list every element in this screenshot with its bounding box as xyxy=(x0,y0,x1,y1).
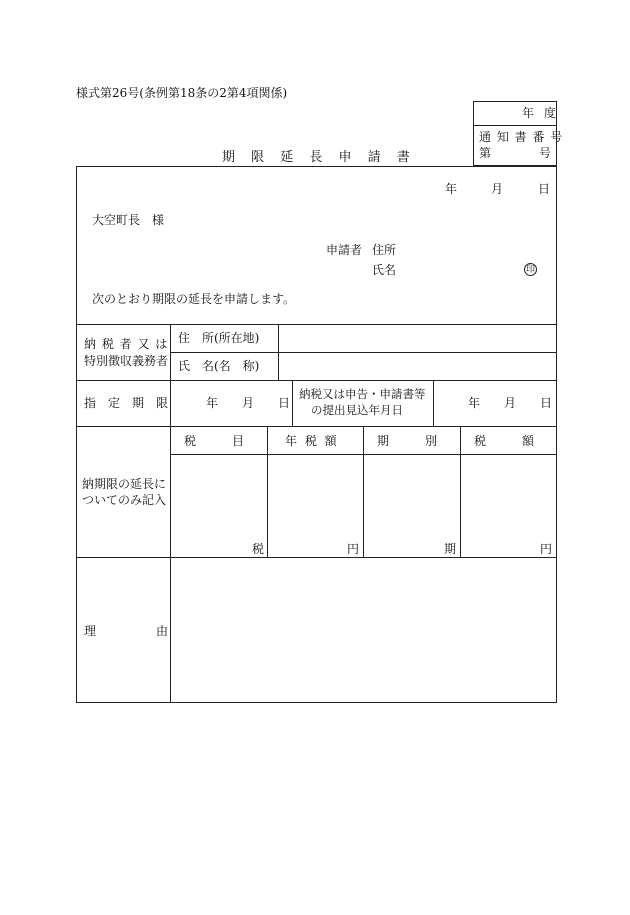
submission-day: 日 xyxy=(540,396,553,410)
submission-label-line1: 納税又は申告・申請書等 xyxy=(299,387,426,401)
submission-label-line2: の提出見込年月日 xyxy=(311,403,403,417)
taxpayer-label-line1: 納 税 者 又 は xyxy=(84,337,169,351)
col-tax-item: 税 目 xyxy=(184,434,245,448)
date-day: 日 xyxy=(538,182,551,196)
col-period: 期 別 xyxy=(377,434,438,448)
date-year: 年 xyxy=(445,182,458,196)
col-tax-amount: 税 額 xyxy=(474,434,535,448)
notice-number-label: 通 知 書 番 号 xyxy=(479,130,564,144)
taxpayer-address-label: 住 所(所在地) xyxy=(178,331,260,345)
addressee: 大空町長 様 xyxy=(92,213,165,227)
form-number: 様式第26号(条例第18条の2第4項関係) xyxy=(76,86,288,100)
notice-go: 号 xyxy=(539,146,552,160)
taxpayer-address-field[interactable] xyxy=(279,325,556,352)
date-month: 月 xyxy=(491,182,504,196)
unit-yen: 円 xyxy=(347,542,360,556)
col-annual-tax: 年 税 額 xyxy=(285,434,339,448)
deadline-label: 指 定 期 限 xyxy=(84,396,169,410)
submission-year: 年 xyxy=(468,396,481,410)
taxpayer-name-field[interactable] xyxy=(279,353,556,380)
extension-label-line2: ついてのみ記入 xyxy=(82,493,167,507)
reason-label-left: 理 xyxy=(84,624,97,638)
deadline-day: 日 xyxy=(278,396,291,410)
submission-month: 月 xyxy=(504,396,517,410)
seal-mark: 印 xyxy=(525,265,535,275)
applicant-name-label: 氏名 xyxy=(372,263,397,277)
deadline-month: 月 xyxy=(242,396,255,410)
fiscal-year-label: 年 度 xyxy=(522,106,559,120)
unit-tax: 税 xyxy=(252,542,265,556)
extension-label-line1: 納期限の延長に xyxy=(82,477,167,491)
reason-label-right: 由 xyxy=(156,624,169,638)
unit-yen2: 円 xyxy=(540,542,553,556)
unit-period: 期 xyxy=(444,542,457,556)
page-title: 期 限 延 長 申 請 書 xyxy=(222,150,416,165)
taxpayer-name-label: 氏 名(名 称) xyxy=(178,359,260,373)
deadline-year: 年 xyxy=(206,396,219,410)
reason-field[interactable] xyxy=(171,558,556,702)
applicant-address-label: 住所 xyxy=(372,243,397,257)
statement-text: 次のとおり期限の延長を申請します。 xyxy=(92,292,296,306)
taxpayer-label-line2: 特別徴収義務者 xyxy=(84,354,169,368)
applicant-label: 申請者 xyxy=(326,243,363,257)
notice-dai: 第 xyxy=(479,146,492,160)
